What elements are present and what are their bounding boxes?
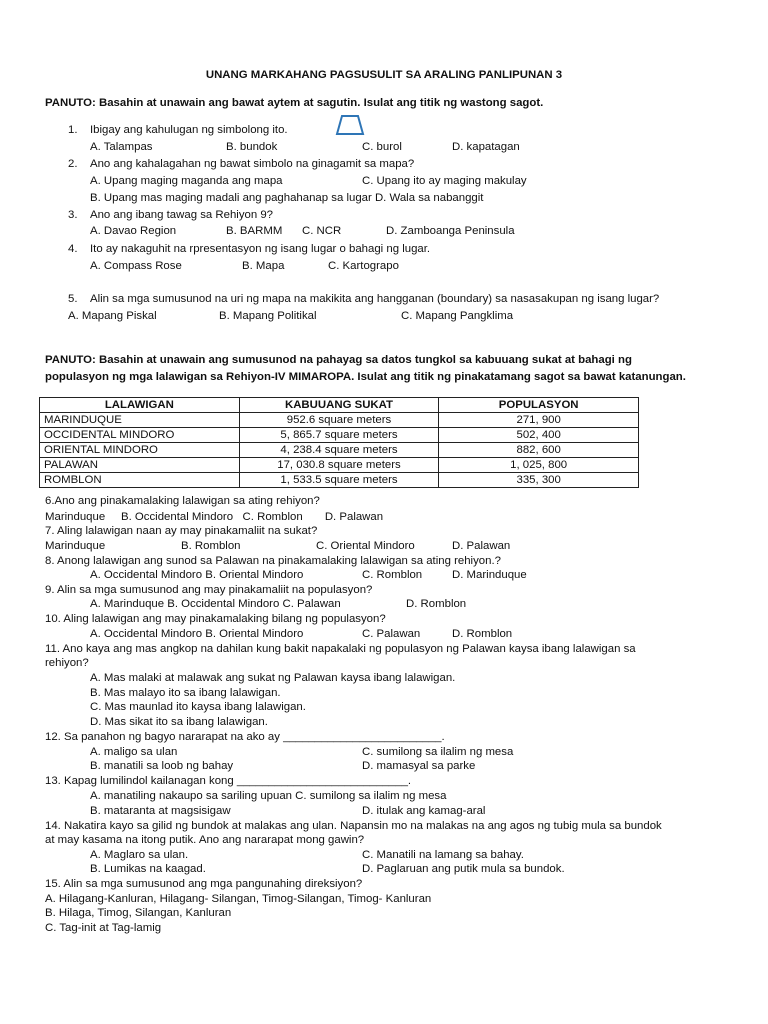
q1-number: 1. xyxy=(68,124,78,136)
q15-choice-a: A. Hilagang-Kanluran, Hilagang- Silangan, Timog-Silangan, Timog- Kanluran xyxy=(45,893,432,905)
province-population: 271, 900 xyxy=(439,413,639,428)
q3-choice-a: A. Davao Region xyxy=(90,225,177,237)
province-area: 17, 030.8 square meters xyxy=(239,458,439,473)
q15-text: 15. Alin sa mga sumusunod ang mga pangunahing direksiyon? xyxy=(45,878,363,890)
q2-choice-c: C. Upang ito ay maging makulay xyxy=(362,175,527,187)
q1-choice-c: C. burol xyxy=(362,141,402,153)
q12-text: 12. Sa panahon ng bagyo nararapat na ako ay _________________________. xyxy=(45,731,445,743)
q5-choice-c: C. Mapang Pangklima xyxy=(401,310,514,322)
q4-text: Ito ay nakaguhit na rpresentasyon ng isang lugar o bahagi ng lugar. xyxy=(90,243,431,255)
q2-number: 2. xyxy=(68,158,78,170)
province-area: 952.6 square meters xyxy=(239,413,439,428)
q14-choice-b: B. Lumikas na kaagad. xyxy=(90,863,206,875)
q8-choice-c: C. Romblon xyxy=(362,569,423,581)
q11-choice-b: B. Mas malayo ito sa ibang lalawigan. xyxy=(90,687,281,699)
q6-choices: Marinduque B. Occidental Mindoro C. Romblon D. Palawan xyxy=(45,511,384,523)
q13-choices-ac: A. manatiling nakaupo sa sariling upuan C. sumilong sa ilalim ng mesa xyxy=(90,790,447,802)
q13-text: 13. Kapag lumilindol kailanagan kong ___________________________. xyxy=(45,775,412,787)
q12-choice-c: C. sumilong sa ilalim ng mesa xyxy=(362,746,514,758)
province-name: ORIENTAL MINDORO xyxy=(40,443,240,458)
province-name: MARINDUQUE xyxy=(40,413,240,428)
province-name: PALAWAN xyxy=(40,458,240,473)
q14-choice-a: A. Maglaro sa ulan. xyxy=(90,849,189,861)
q11-text-line2: rehiyon? xyxy=(45,657,89,669)
q7-choice-b: B. Romblon xyxy=(181,540,241,552)
province-population: 1, 025, 800 xyxy=(439,458,639,473)
q9-text: 9. Alin sa mga sumusunod ang may pinakamaliit na populasyon? xyxy=(45,584,373,596)
table-row xyxy=(40,428,639,443)
q2-text: Ano ang kahalagahan ng bawat simbolo na ginagamit sa mapa? xyxy=(90,158,415,170)
q4-choice-c: C. Kartograpo xyxy=(328,260,399,272)
q1-text: Ibigay ang kahulugan ng simbolong ito. xyxy=(90,124,288,136)
q7-choice-c: C. Oriental Mindoro xyxy=(316,540,415,552)
q12-choice-b: B. manatili sa loob ng bahay xyxy=(90,760,234,772)
header-kabuuang-sukat: KABUUANG SUKAT xyxy=(239,398,439,413)
panuto-2-line2: populasyon ng mga lalawigan sa Rehiyon-IV MIMAROPA. Isulat ang titik ng pinakatamang sagot sa bawat katanungan. xyxy=(45,371,686,383)
q15-choice-c: C. Tag-init at Tag-lamig xyxy=(45,922,162,934)
q12-choice-a: A. maligo sa ulan xyxy=(90,746,178,758)
q3-choice-b: B. BARMM xyxy=(226,225,283,237)
q7-choice-a: Marinduque xyxy=(45,540,106,552)
q7-choice-d: D. Palawan xyxy=(452,540,511,552)
q9-choice-d: D. Romblon xyxy=(406,598,467,610)
q11-text-line1: 11. Ano kaya ang mas angkop na dahilan kung bakit napakalaki ng populasyon ng Palawan kaysa ibang lalawigan sa xyxy=(45,643,636,655)
q3-number: 3. xyxy=(68,209,78,221)
province-population: 335, 300 xyxy=(439,473,639,488)
q2-choice-a: A. Upang maging maganda ang mapa xyxy=(90,175,283,187)
header-populasyon: POPULASYON xyxy=(439,398,639,413)
trapezoid-symbol-icon xyxy=(335,114,365,136)
table-row xyxy=(40,443,639,458)
q13-choice-b: B. mataranta at magsisigaw xyxy=(90,805,231,817)
q1-choice-b: B. bundok xyxy=(226,141,278,153)
q2-choice-bd: B. Upang mas maging madali ang paghahanap sa lugar D. Wala sa nabanggit xyxy=(90,192,484,204)
table-row xyxy=(40,458,639,473)
q8-choice-d: D. Marinduque xyxy=(452,569,527,581)
province-area: 5, 865.7 square meters xyxy=(239,428,439,443)
province-population: 882, 600 xyxy=(439,443,639,458)
table-row xyxy=(40,473,639,488)
table-header-row xyxy=(40,398,639,413)
q5-choice-a: A. Mapang Piskal xyxy=(68,310,157,322)
q14-choice-d: D. Paglaruan ang putik mula sa bundok. xyxy=(362,863,565,875)
q8-text: 8. Anong lalawigan ang sunod sa Palawan na pinakamalaking lalawigan sa ating rehiyon.? xyxy=(45,555,501,567)
q10-choice-d: D. Romblon xyxy=(452,628,513,640)
q6-text: 6.Ano ang pinakamalaking lalawigan sa ating rehiyon? xyxy=(45,495,320,507)
panuto-2-line1: PANUTO: Basahin at unawain ang sumusunod na pahayag sa datos tungkol sa kabuuang sukat at bahagi ng xyxy=(45,354,632,366)
q5-choice-b: B. Mapang Politikal xyxy=(219,310,317,322)
q4-choice-b: B. Mapa xyxy=(242,260,285,272)
q14-text-line2: at may kasama na itong putik. Ano ang nararapat mong gawin? xyxy=(45,834,365,846)
panuto-1: PANUTO: Basahin at unawain ang bawat aytem at sagutin. Isulat ang titik ng wastong sagot. xyxy=(45,97,544,109)
q12-choice-d: D. mamasyal sa parke xyxy=(362,760,476,772)
q3-choice-c: C. NCR xyxy=(302,225,342,237)
q7-text: 7. Aling lalawigan naan ay may pinakamaliit na sukat? xyxy=(45,525,318,537)
q11-choice-d: D. Mas sikat ito sa ibang lalawigan. xyxy=(90,716,268,728)
q4-number: 4. xyxy=(68,243,78,255)
header-lalawigan: LALAWIGAN xyxy=(40,398,240,413)
q3-choice-d: D. Zamboanga Peninsula xyxy=(386,225,515,237)
q10-text: 10. Aling lalawigan ang may pinakamalaking bilang ng populasyon? xyxy=(45,613,386,625)
table-row xyxy=(40,413,639,428)
q10-choices-ab: A. Occidental Mindoro B. Oriental Mindoro xyxy=(90,628,304,640)
q5-number: 5. xyxy=(68,293,78,305)
q5-text: Alin sa mga sumusunod na uri ng mapa na makikita ang hangganan (boundary) sa nasasakupan ng isang lugar? xyxy=(90,293,660,305)
q1-choice-a: A. Talampas xyxy=(90,141,153,153)
q1-choice-d: D. kapatagan xyxy=(452,141,520,153)
q14-text-line1: 14. Nakatira kayo sa gilid ng bundok at malakas ang ulan. Napansin mo na malakas na ang agos ng tubig mula sa bundok xyxy=(45,820,662,832)
province-name: OCCIDENTAL MINDORO xyxy=(40,428,240,443)
province-name: ROMBLON xyxy=(40,473,240,488)
q4-choice-a: A. Compass Rose xyxy=(90,260,182,272)
province-data-table xyxy=(39,397,639,488)
q14-choice-c: C. Manatili na lamang sa bahay. xyxy=(362,849,524,861)
province-area: 1, 533.5 square meters xyxy=(239,473,439,488)
q13-choice-d: D. itulak ang kamag-aral xyxy=(362,805,486,817)
province-population: 502, 400 xyxy=(439,428,639,443)
q11-choice-a: A. Mas malaki at malawak ang sukat ng Palawan kaysa ibang lalawigan. xyxy=(90,672,456,684)
province-area: 4, 238.4 square meters xyxy=(239,443,439,458)
q11-choice-c: C. Mas maunlad ito kaysa ibang lalawigan. xyxy=(90,701,306,713)
q8-choices-ab: A. Occidental Mindoro B. Oriental Mindoro xyxy=(90,569,304,581)
q10-choice-c: C. Palawan xyxy=(362,628,421,640)
q3-text: Ano ang ibang tawag sa Rehiyon 9? xyxy=(90,209,274,221)
q15-choice-b: B. Hilaga, Timog, Silangan, Kanluran xyxy=(45,907,232,919)
page-title: UNANG MARKAHANG PAGSUSULIT SA ARALING PANLIPUNAN 3 xyxy=(205,69,563,81)
q9-choices-abc: A. Marinduque B. Occidental Mindoro C. Palawan xyxy=(90,598,341,610)
